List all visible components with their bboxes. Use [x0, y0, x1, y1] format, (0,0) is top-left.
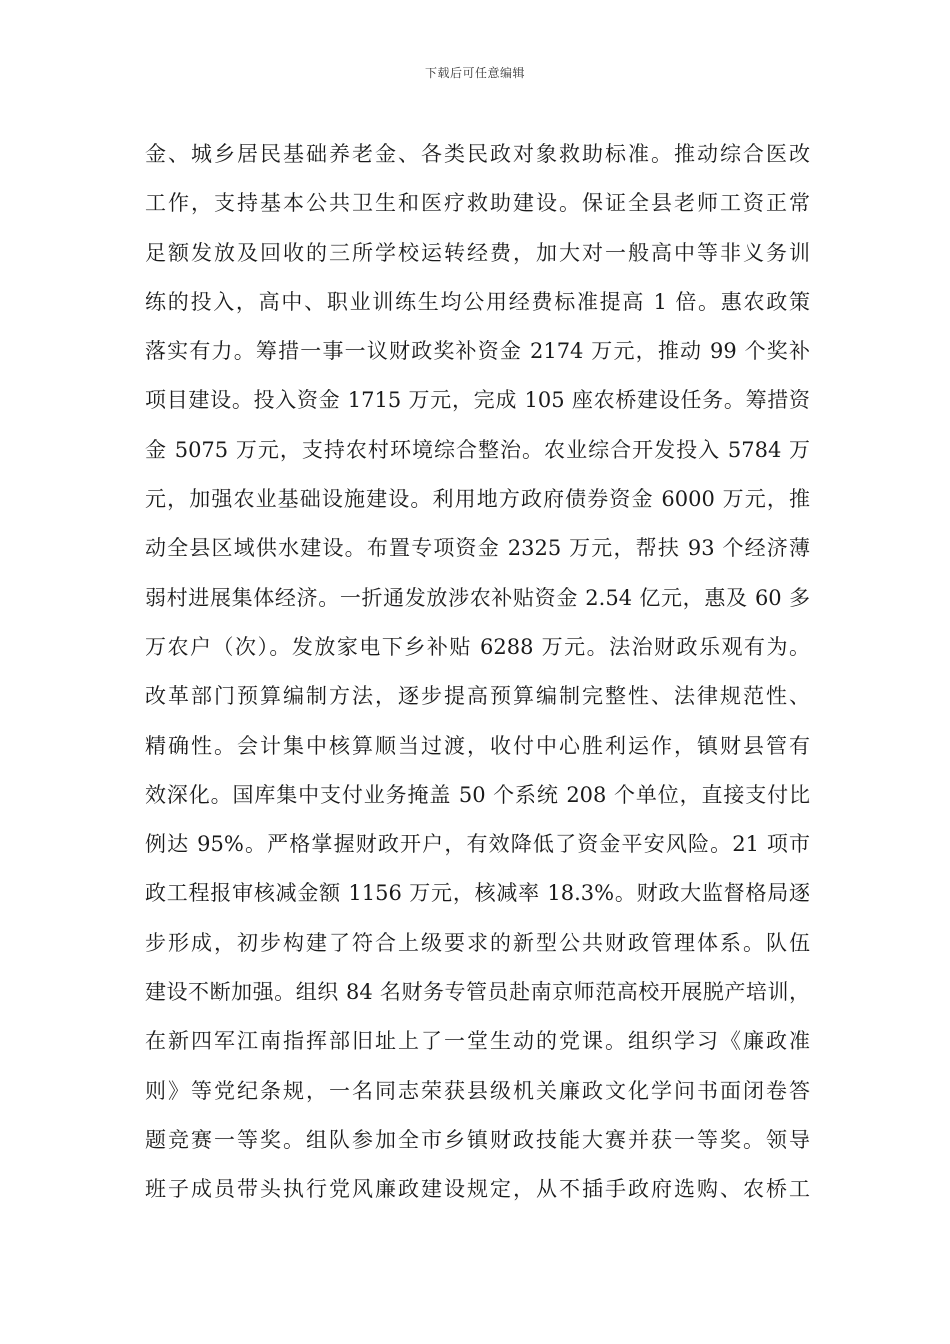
text-line: 项目建设。投入资金 1715 万元，完成 105 座农桥建设任务。筹措资 [145, 388, 810, 413]
text-line: 元，加强农业基础设施建设。利用地方政府债券资金 6000 万元，推 [145, 487, 810, 512]
text-line: 落实有力。筹措一事一议财政奖补资金 2174 万元，推动 99 个奖补 [145, 339, 810, 364]
text-line: 效深化。国库集中支付业务掩盖 50 个系统 208 个单位，直接支付比 [145, 782, 810, 807]
text-line: 足额发放及回收的三所学校运转经费，加大对一般高中等非义务训 [145, 240, 810, 265]
text-line: 在新四军江南指挥部旧址上了一堂生动的党课。组织学习《廉政准 [145, 1029, 810, 1054]
text-line: 建设不断加强。组织 84 名财务专管员赴南京师范高校开展脱产培训， [145, 980, 810, 1005]
text-line: 金、城乡居民基础养老金、各类民政对象救助标准。推动综合医改 [145, 142, 810, 166]
text-line: 万农户（次）。发放家电下乡补贴 6288 万元。法治财政乐观有为。 [145, 634, 810, 659]
text-line: 精确性。会计集中核算顺当过渡，收付中心胜利运作，镇财县管有 [145, 733, 810, 758]
text-line: 题竞赛一等奖。组队参加全市乡镇财政技能大赛并获一等奖。领导 [145, 1127, 810, 1152]
text-line: 工作，支持基本公共卫生和医疗救助建设。保证全县老师工资正常 [145, 191, 810, 216]
text-line: 弱村进展集体经济。一折通发放涉农补贴资金 2.54 亿元，惠及 60 多 [145, 585, 810, 610]
text-line: 例达 95%。严格掌握财政开户，有效降低了资金平安风险。21 项市 [145, 832, 810, 857]
text-line: 动全县区域供水建设。布置专项资金 2325 万元，帮扶 93 个经济薄 [145, 536, 810, 561]
text-line: 则》等党纪条规，一名同志荣获县级机关廉政文化学问书面闭卷答 [145, 1078, 810, 1103]
text-line: 班子成员带头执行党风廉政建设规定，从不插手政府选购、农桥工 [145, 1177, 810, 1202]
text-line: 步形成，初步构建了符合上级要求的新型公共财政管理体系。队伍 [145, 930, 810, 955]
text-line: 政工程报审核减金额 1156 万元，核减率 18.3%。财政大监督格局逐 [145, 881, 810, 906]
text-line: 练的投入，高中、职业训练生均公用经费标准提高 1 倍。惠农政策 [145, 289, 810, 314]
text-line: 金 5075 万元，支持农村环境综合整治。农业综合开发投入 5784 万 [145, 437, 810, 462]
page-header: 下载后可任意编辑 [424, 66, 525, 80]
body-paragraph [145, 130, 810, 1215]
text-line: 改革部门预算编制方法，逐步提高预算编制完整性、法律规范性、 [145, 684, 810, 709]
